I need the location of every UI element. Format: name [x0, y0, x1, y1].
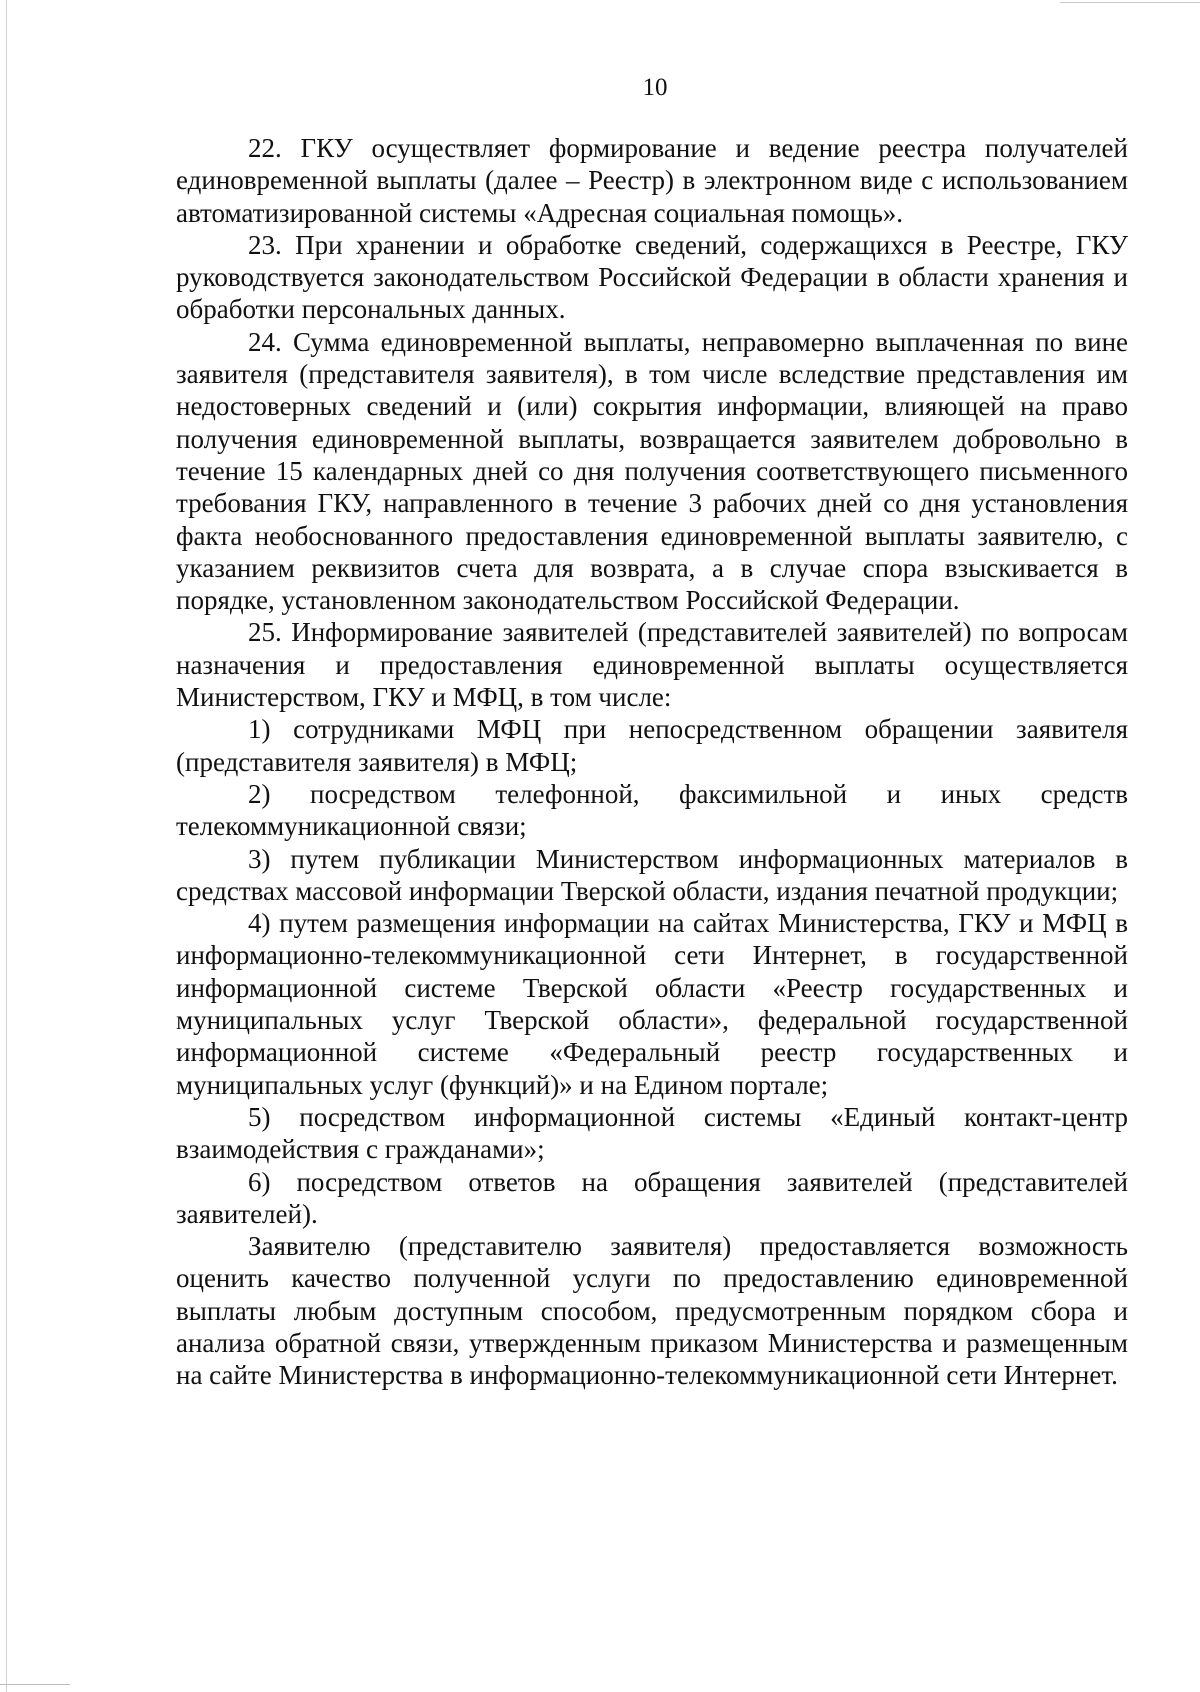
list-item-6: 6) посредством ответов на обращения заявителей (представителей заявителей).: [176, 1166, 1128, 1229]
scan-edge-left: [6, 0, 7, 1692]
list-item-4: 4) путем размещения информации на сайтах Министерства, ГКУ и МФЦ в информационно-телекоммуникационной сети Интернет, в государственной информационной системе Тверской области «Реестр государственных и муниципальных услуг Тверской области», федеральной государственной информационной системе «Федеральный реестр государственных и муниципальных услуг (функций)» и на Едином портале;: [176, 908, 1128, 1100]
list-item-1: 1) сотрудниками МФЦ при непосредственном обращении заявителя (представителя заявителя) в МФЦ;: [176, 714, 1128, 777]
paragraph-22: 22. ГКУ осуществляет формирование и ведение реестра получателей единовременной выплаты (далее – Реестр) в электронном виде с использованием автоматизированной системы «Адресная социальная помощь».: [176, 133, 1128, 228]
scan-edge-bottom: [0, 1684, 70, 1685]
list-item-2: 2) посредством телефонной, факсимильной и иных средств телекоммуникационной связи;: [176, 778, 1128, 842]
document-body: [176, 132, 1128, 1392]
paragraph-feedback: Заявителю (представителю заявителя) предоставляется возможность оценить качество полученной услуги по предоставлению единовременной выплаты любым доступным способом, предусмотренным порядком сбора и анализа обратной связи, утвержденным приказом Министерства и размещенным на сайте Министерства в информационно-телекоммуникационной сети Интернет.: [176, 1231, 1128, 1391]
list-item-3: 3) путем публикации Министерством информационных материалов в средствах массовой информации Тверской области, издания печатной продукции;: [176, 843, 1128, 906]
scan-edge-top: [1060, 2, 1200, 3]
list-item-5: 5) посредством информационной системы «Единый контакт-центр взаимодействия с гражданами»;: [176, 1101, 1128, 1165]
paragraph-24: 24. Сумма единовременной выплаты, неправомерно выплаченная по вине заявителя (представителя заявителя), в том числе вследствие представления им недостоверных сведений и (или) сокрытия информации, влияющей на право получения единовременной выплаты, возвращается заявителем добровольно в течение 15 календарных дней со дня получения соответствующего письменного требования ГКУ, направленного в течение 3 рабочих дней со дня установления факта необоснованного предоставления единовременной выплаты заявителю, с указанием реквизитов счета для возврата, а в случае спора взыскивается в порядке, установленном законодательством Российской Федерации.: [176, 326, 1128, 616]
paragraph-23: 23. При хранении и обработке сведений, содержащихся в Реестре, ГКУ руководствуется законодательством Российской Федерации в области хранения и обработки персональных данных.: [176, 229, 1128, 325]
paragraph-25: 25. Информирование заявителей (представителей заявителей) по вопросам назначения и предоставления единовременной выплаты осуществляется Министерством, ГКУ и МФЦ, в том числе:: [176, 617, 1128, 713]
page-number: 10: [642, 74, 668, 101]
